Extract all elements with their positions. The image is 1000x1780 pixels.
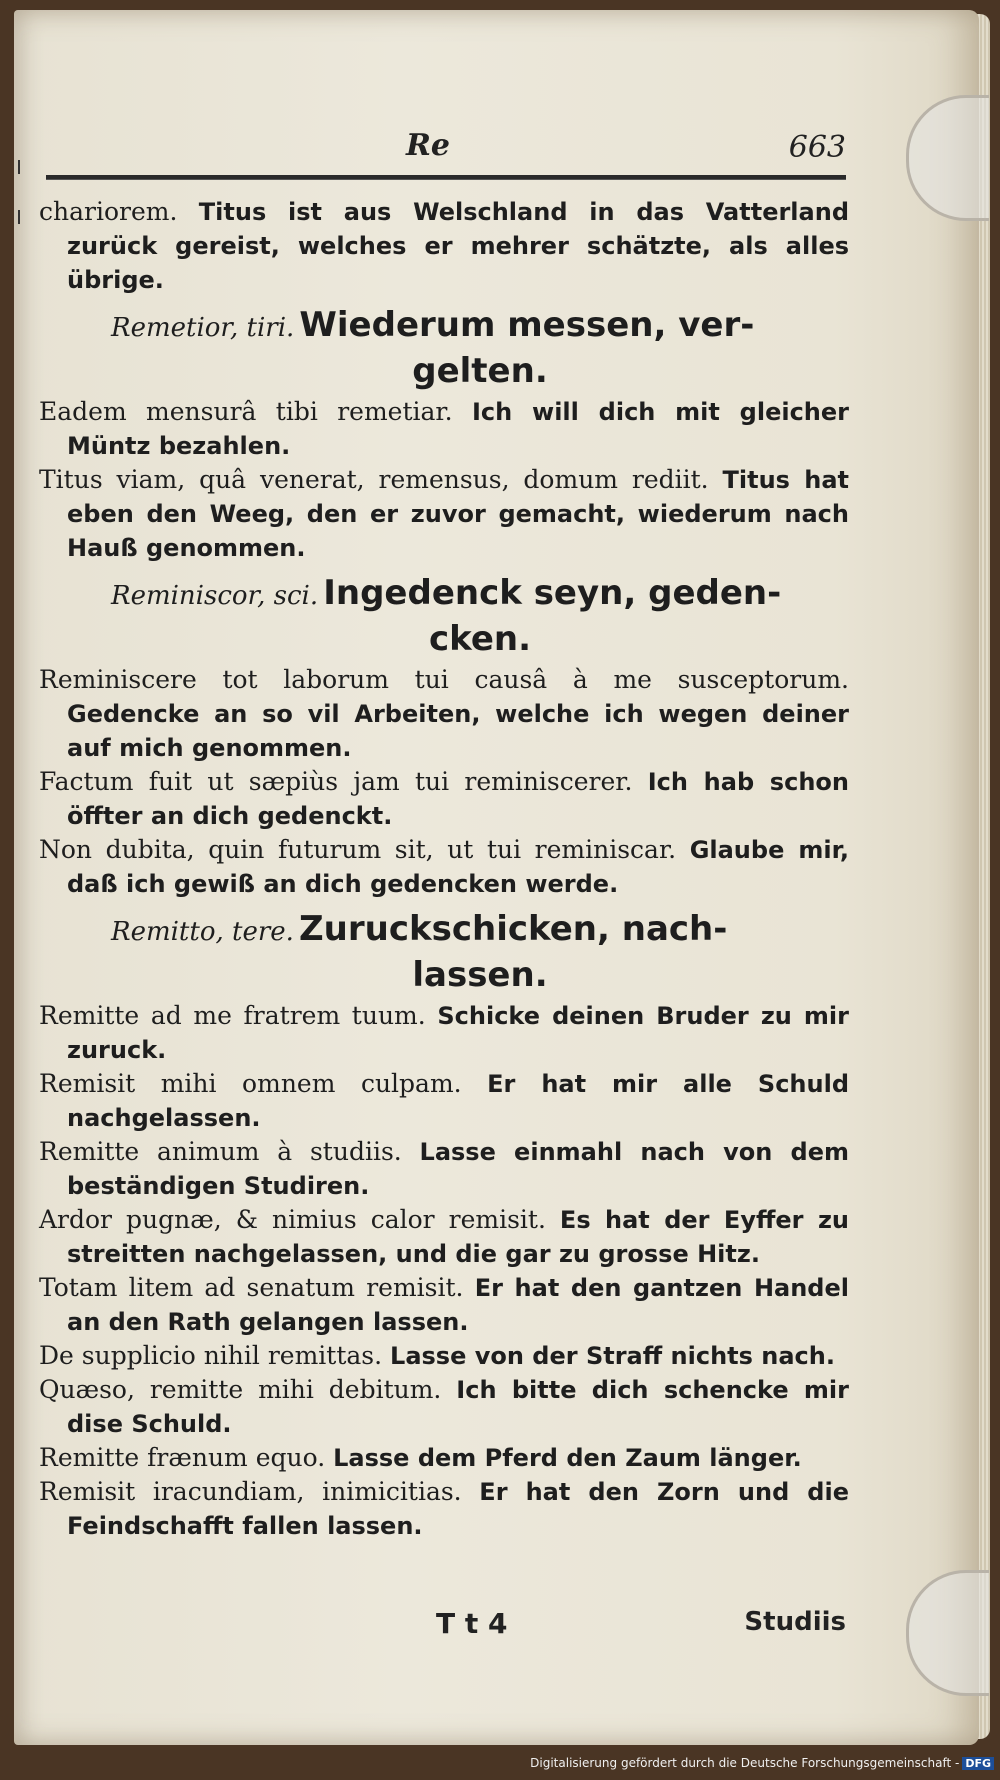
latin-phrase: Reminiscere tot laborum tui causâ à me susceptorum. (39, 665, 849, 694)
catchword: Studiis (744, 1607, 846, 1637)
latin-phrase: Titus viam, quâ venerat, remensus, domum rediit. (39, 465, 709, 494)
page-header (46, 128, 846, 168)
dictionary-entry (39, 195, 849, 297)
page-clip-bottom (906, 1570, 989, 1696)
lemma-latin: Remitto, tere. (111, 917, 294, 947)
example-sentence (39, 1135, 849, 1203)
latin-phrase: chariorem. (39, 197, 178, 226)
example-sentence (39, 663, 849, 765)
page-number: 663 (788, 130, 846, 165)
german-translation: Titus hat eben den Weeg, den er zuvor gemacht, wiederum nach Hauß genommen. (67, 466, 849, 562)
dictionary-text (39, 195, 849, 1543)
german-translation: Ich will dich mit gleicher Müntz bezahlen. (67, 398, 850, 460)
latin-phrase: Factum fuit ut sæpiùs jam tui reminiscerer. (39, 767, 633, 796)
example-sentence (39, 463, 849, 565)
page-footer (46, 1607, 846, 1647)
latin-phrase: Remitte ad me fratrem tuum. (39, 1001, 426, 1030)
book-page (14, 10, 979, 1745)
german-translation: Lasse einmahl nach von dem beständigen Studiren. (67, 1138, 850, 1200)
german-translation: Es hat der Eyffer zu streitten nachgelassen, und die gar zu grosse Hitz. (67, 1206, 849, 1268)
header-rule (46, 175, 846, 180)
latin-phrase: Eadem mensurâ tibi remetiar. (39, 397, 453, 426)
latin-phrase: Ardor pugnæ, & nimius calor remisit. (39, 1205, 546, 1234)
lemma-heading (39, 573, 849, 659)
german-translation: Lasse von der Straff nichts nach. (390, 1342, 835, 1370)
latin-phrase: Non dubita, quin futurum sit, ut tui reminiscar. (39, 835, 677, 864)
example-sentence (39, 195, 849, 297)
latin-phrase: Remitte animum à studiis. (39, 1137, 402, 1166)
lemma-latin: Remetior, tiri. (111, 313, 295, 343)
latin-phrase: Remisit mihi omnem culpam. (39, 1069, 462, 1098)
lemma-heading (39, 909, 849, 995)
german-translation: Titus ist aus Welschland in das Vatterland zurück gereist, welches er mehrer schätzte, als alles übrige. (67, 198, 849, 294)
dictionary-entry (39, 573, 849, 901)
signature-mark: T t 4 (436, 1607, 508, 1640)
example-sentence (39, 833, 849, 901)
latin-phrase: De supplicio nihil remittas. (39, 1341, 383, 1370)
example-sentence (39, 1203, 849, 1271)
dictionary-entry (39, 305, 849, 565)
german-translation: Er hat mir alle Schuld nachgelassen. (67, 1070, 849, 1132)
dfg-logo: DFG (962, 1757, 994, 1770)
german-translation: Gedencke an so vil Arbeiten, welche ich wegen deiner auf mich genommen. (67, 700, 849, 762)
german-translation: Glaube mir, daß ich gewiß an dich gedencken werde. (67, 836, 850, 898)
example-sentence (39, 1067, 849, 1135)
lemma-german-continued: lassen. (412, 955, 548, 995)
example-sentence (39, 1475, 849, 1543)
german-translation: Ich hab schon öffter an dich gedenckt. (67, 768, 849, 830)
page-clip-top (906, 95, 989, 221)
lemma-german-continued: gelten. (412, 351, 548, 391)
example-sentence (39, 1373, 849, 1441)
gutter-mark (18, 210, 20, 224)
lemma-german-continued: cken. (428, 619, 532, 659)
example-sentence (39, 765, 849, 833)
example-sentence (39, 1339, 849, 1373)
german-translation: Er hat den gantzen Handel an den Rath gelangen lassen. (67, 1274, 849, 1336)
example-sentence (39, 1271, 849, 1339)
example-sentence (39, 1441, 849, 1475)
lemma-latin: Reminiscor, sci. (111, 581, 319, 611)
lemma-heading (39, 305, 849, 391)
example-sentence (39, 395, 849, 463)
example-sentence (39, 999, 849, 1067)
lemma-german: Wiederum messen, ver- (299, 305, 755, 345)
gutter-mark (18, 160, 20, 174)
german-translation: Schicke deinen Bruder zu mir zuruck. (67, 1002, 849, 1064)
german-translation: Lasse dem Pferd den Zaum länger. (333, 1444, 802, 1472)
latin-phrase: Quæso, remitte mihi debitum. (39, 1375, 442, 1404)
latin-phrase: Remitte frænum equo. (39, 1443, 326, 1472)
running-head: Re (406, 128, 451, 163)
credit-text: Digitalisierung gefördert durch die Deutsche Forschungsgemeinschaft - (530, 1756, 960, 1770)
german-translation: Ich bitte dich schencke mir dise Schuld. (67, 1376, 849, 1438)
latin-phrase: Totam litem ad senatum remisit. (39, 1273, 464, 1302)
latin-phrase: Remisit iracundiam, inimicitias. (39, 1477, 462, 1506)
dictionary-entry (39, 909, 849, 1543)
lemma-german: Ingedenck seyn, geden- (323, 573, 782, 613)
lemma-german: Zuruckschicken, nach- (299, 909, 728, 949)
digitization-credit (530, 1756, 994, 1770)
german-translation: Er hat den Zorn und die Feindschafft fallen lassen. (67, 1478, 849, 1540)
